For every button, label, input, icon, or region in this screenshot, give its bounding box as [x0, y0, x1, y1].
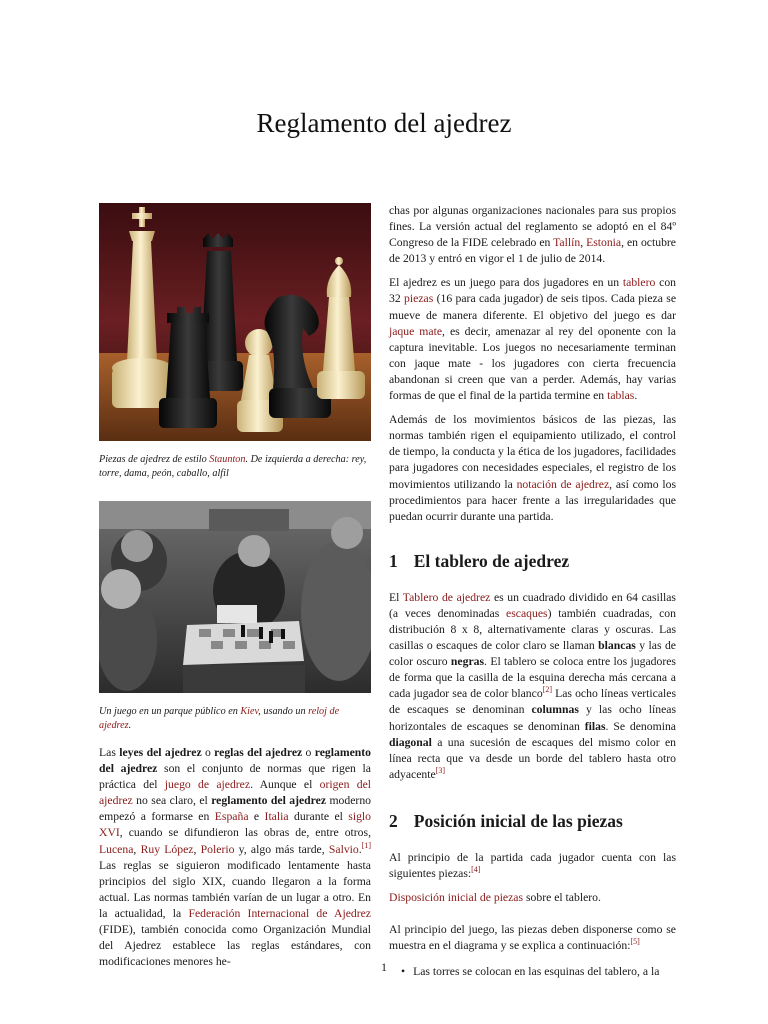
left-column — [99, 203, 371, 970]
draw-link[interactable]: tablas — [607, 389, 635, 403]
section-1-number: 1 — [389, 550, 398, 571]
paragraph-setup-explanation: Al principio del juego, las piezas deben disponerse como se muestra en el diagrama y se explica a continuación:[5] — [389, 923, 676, 953]
figure-caption-2: Un juego en un parque público en Kiev, usando un reloj de ajedrez. — [99, 706, 340, 731]
page-title: Reglamento del ajedrez — [256, 108, 512, 138]
reference-5[interactable]: [5] — [630, 937, 640, 947]
escaques-link[interactable]: escaques — [506, 606, 548, 620]
chess-game-link[interactable]: juego de ajedrez — [164, 778, 251, 792]
estonia-link[interactable]: Estonia — [586, 236, 622, 250]
ruy-lopez-link[interactable]: Ruy López — [140, 842, 194, 856]
chess-origin-link[interactable]: origen del ajedrez — [99, 778, 371, 808]
board-link[interactable]: tablero — [622, 276, 656, 290]
paragraph-rules-scope: Además de los movimientos básicos de las piezas, las normas también rigen el equipamiento utilizado, el control de tiempo, la conducta y la ética de los jugadores, facilidades para jugadores con necesidades especiales, el registro de los movimientos utilizando la notación de ajedrez, así como los procedimientos para hacer frente a las irregularidades que puedan ocurrir durante una partida. — [389, 413, 676, 523]
pieces-link[interactable]: piezas — [404, 292, 434, 306]
tallinn-link[interactable]: Tallín — [553, 236, 581, 250]
section-2-title: Posición inicial de las piezas — [413, 810, 623, 831]
paragraph-fide-version: chas por algunas organizaciones nacionales para sus propios fines. La versión actual del reglamento se adoptó en el 84º Congreso de la FIDE celebrado en Tallín, Estonia, en octubre de 2013 y entró en vigor el 1 de julio de 2014. — [389, 204, 676, 266]
chess-clock-link[interactable]: reloj de ajedrez — [99, 706, 340, 731]
right-column — [389, 203, 676, 980]
reference-2[interactable]: [2] — [542, 685, 553, 695]
fide-link[interactable]: Federación Internacional de Ajedrez — [188, 906, 371, 920]
page-number: 1 — [381, 960, 387, 974]
italy-link[interactable]: Italia — [264, 810, 289, 824]
checkmate-link[interactable]: jaque mate — [389, 324, 443, 338]
paragraph-board: El Tablero de ajedrez es un cuadrado dividido en 64 casillas (a veces denominadas escaques) también cuadradas, con distribución 8 x 8, alternativamente claras y oscuras. Las casillas o escaques de color claro se llaman blancas y las de color oscuro negras. El tablero se coloca entre los jugadores de forma que la casilla de la esquina derecha más cercana a cada jugador sea de color blanco[2] Las ocho líneas verticales de escaques se denominan columnas y las ocho líneas horizontales de escaques se denominan filas. Se denomina diagonal a una sucesión de escaques del mismo color en línea recta que va desde un borde del tablero hasta otro adyacente[3] — [389, 590, 677, 781]
chessboard-link[interactable]: Tablero de ajedrez — [402, 590, 491, 604]
section-2-heading — [389, 811, 676, 832]
reference-1[interactable]: [1] — [361, 840, 372, 850]
park-chess-photo — [99, 501, 371, 693]
section-1-title: El tablero de ajedrez — [413, 550, 570, 571]
polerio-link[interactable]: Polerio — [200, 842, 235, 856]
section-1-heading — [389, 551, 676, 572]
bullet-icon: • — [401, 965, 406, 979]
initial-setup-link[interactable]: Disposición inicial de piezas — [389, 891, 524, 905]
paragraph-initial-pieces: Al principio de la partida cada jugador cuenta con las siguientes piezas:[4] — [389, 850, 676, 880]
chess-notation-link[interactable]: notación de ajedrez — [516, 477, 610, 491]
lucena-link[interactable]: Lucena — [99, 842, 134, 856]
salvio-link[interactable]: Salvio — [328, 842, 359, 856]
xvi-century-link[interactable]: siglo XVI — [99, 810, 372, 840]
paragraph-initial-setup-link: Disposición inicial de piezas sobre el tablero. — [389, 891, 601, 905]
section-2-number: 2 — [389, 810, 398, 831]
reference-4[interactable]: [4] — [471, 865, 481, 875]
spain-link[interactable]: España — [214, 810, 249, 824]
kiev-link[interactable]: Kiev — [240, 706, 259, 717]
intro-paragraph: Las leyes del ajedrez o reglas del ajedrez o reglamento del ajedrez son el conjunto de normas que rigen la práctica del juego de ajedrez. Aunque el origen del ajedrez no sea claro, el reglamento del ajedrez moderno empezó a formarse en España e Italia durante el siglo XVI, cuando se difundieron las obras de, entre otros, Lucena, Ruy López, Polerio y, algo más tarde, Salvio.[1] Las reglas se siguieron modificado lentamente hasta principios del siglo XIX, cuando llegaron a la forma actual. Las normas también varían de un lugar a otro. En la actualidad, la Federación Internacional de Ajedrez (FIDE), también conocida como Organización Mundial del Ajedrez establece las reglas estándares, con modificaciones menores he- — [99, 746, 372, 969]
figure-caption-1: Piezas de ajedrez de estilo Staunton. De izquierda a derecha: rey, torre, dama, peón, caballo, alfil — [99, 454, 367, 479]
reference-3[interactable]: [3] — [435, 765, 446, 775]
paragraph-game-overview: El ajedrez es un juego para dos jugadores en un tablero con 32 piezas (16 para cada jugador) de seis tipos. Cada pieza se mueve de manera diferente. El objetivo del juego es dar jaque mate, es decir, amenazar al rey del oponente con la captura inevitable. Los juegos no necesariamente terminan con jaque mate - los jugadores con cierta frecuencia abandonan si creen que van a perder. Además, hay varias formas de que el final de la partida termine en tablas. — [389, 276, 677, 403]
chess-pieces-photo — [99, 203, 371, 441]
bullet-text: Las torres se colocan en las esquinas del tablero, a la — [413, 965, 660, 979]
staunton-link[interactable]: Staunton — [209, 454, 246, 465]
